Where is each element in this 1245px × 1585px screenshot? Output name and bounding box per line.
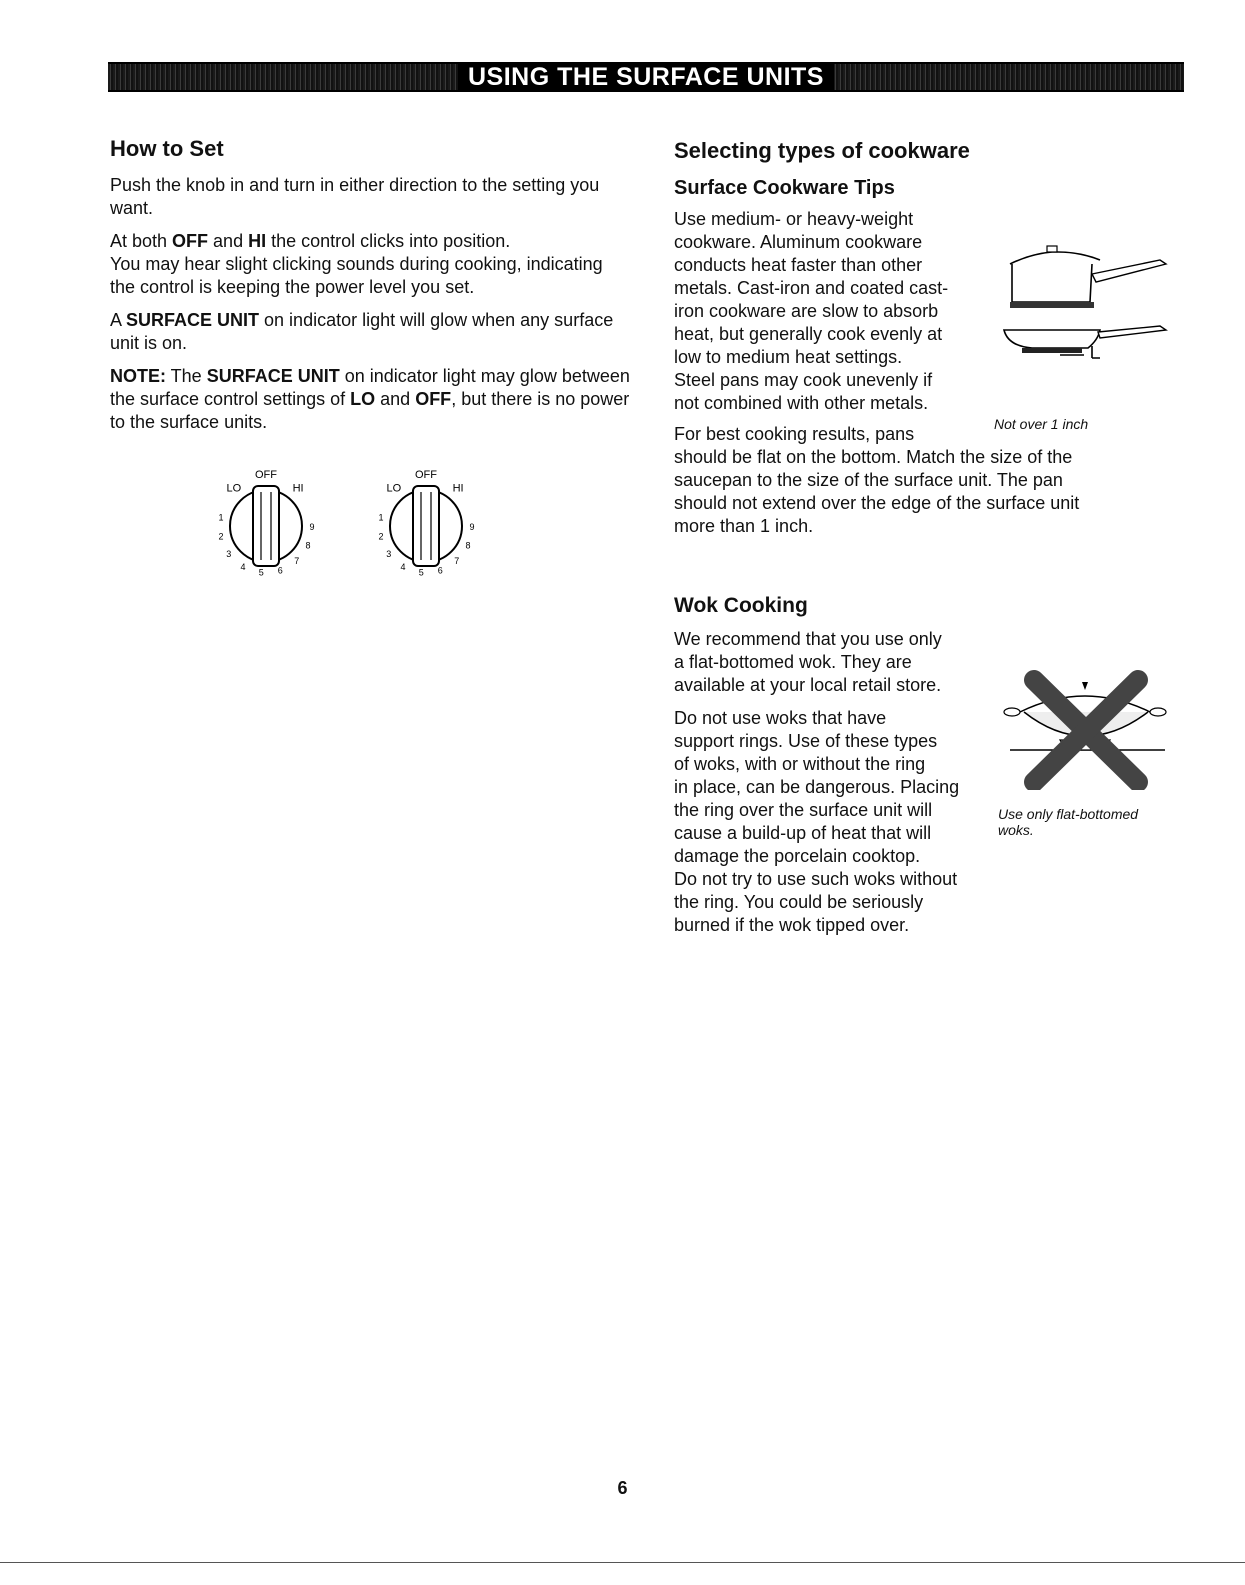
setting-8-label: 8 bbox=[305, 540, 311, 551]
setting-4-label: 4 bbox=[240, 561, 246, 572]
wok-heading: Wok Cooking bbox=[674, 594, 808, 617]
page-number: 6 bbox=[617, 1478, 628, 1498]
saucepan-illustration bbox=[1000, 230, 1176, 380]
wok-paragraph-1: We recommend that you use only a flat-bottomed wok. They are available at your local retail store. bbox=[674, 629, 942, 695]
cookware-tips-text: Use medium- or heavy-weight cookware. Aluminum cookware conducts heat faster than other metals. Cast-iron and coated cast- iron cookware are slow to absorb heat, but generally cook evenly at low to medium heat settings. Steel pans may cook unevenly if not combined with other metals. bbox=[674, 209, 949, 413]
setting-7-label: 7 bbox=[294, 556, 300, 567]
setting-9-label: 9 bbox=[469, 522, 475, 532]
how-to-set-section bbox=[110, 136, 630, 444]
banner-title: USING THE SURFACE UNITS bbox=[458, 63, 834, 91]
section-banner bbox=[108, 62, 1184, 92]
off-label: OFF bbox=[255, 469, 277, 481]
setting-1-label: 1 bbox=[218, 512, 224, 523]
setting-6-label: 6 bbox=[437, 565, 443, 576]
wok-illustration bbox=[1000, 660, 1170, 790]
setting-8-label: 8 bbox=[465, 540, 471, 551]
control-knob-2 bbox=[378, 469, 474, 578]
how-to-set-paragraph-2b: You may hear slight clicking sounds during cooking, indicating the control is keeping the power level you set. bbox=[110, 254, 603, 297]
how-to-set-heading: How to Set bbox=[110, 136, 224, 161]
hi-label: HI bbox=[452, 482, 464, 495]
setting-5-label: 5 bbox=[258, 567, 264, 578]
wok-caption: Use only flat-bottomed woks. bbox=[998, 806, 1139, 838]
control-knob-1 bbox=[218, 469, 314, 578]
setting-9-label: 9 bbox=[309, 522, 315, 532]
setting-7-label: 7 bbox=[454, 556, 460, 567]
setting-2-label: 2 bbox=[378, 531, 384, 542]
how-to-set-paragraph-3: A SURFACE UNIT on indicator light will glow when any surface unit is on. bbox=[110, 310, 614, 353]
lo-label: LO bbox=[226, 482, 242, 495]
setting-3-label: 3 bbox=[386, 549, 392, 559]
setting-1-label: 1 bbox=[378, 512, 384, 523]
cookware-caption: Not over 1 inch bbox=[994, 416, 1089, 432]
how-to-set-paragraph-1: Push the knob in and turn in either direction to the setting you want. bbox=[110, 175, 600, 218]
setting-2-label: 2 bbox=[218, 531, 224, 542]
cookware-heading: Selecting types of cookware bbox=[674, 138, 970, 163]
how-to-set-note: NOTE: The SURFACE UNIT on indicator light may glow between the surface control settings of LO and OFF, but there is no power to the surface units. bbox=[110, 366, 630, 432]
cookware-section bbox=[674, 138, 1174, 548]
setting-4-label: 4 bbox=[400, 561, 406, 572]
cookware-subheading: Surface Cookware Tips bbox=[674, 177, 895, 199]
setting-3-label: 3 bbox=[226, 549, 232, 559]
cookware-best-results: For best cooking results, pans should be flat on the bottom. Match the size of the saucepan to the size of the surface unit. The pan should not extend over the edge of the surface unit more than 1 inch. bbox=[674, 424, 1080, 536]
control-knobs-illustration bbox=[196, 464, 516, 604]
off-label: OFF bbox=[415, 469, 437, 481]
bottom-rule bbox=[0, 1562, 1245, 1563]
how-to-set-paragraph-2: At both OFF and HI the control clicks into position. bbox=[110, 231, 511, 251]
hi-label: HI bbox=[292, 482, 304, 495]
wok-section bbox=[674, 594, 1174, 947]
wok-paragraph-2: Do not use woks that have support rings. Use of these types of woks, with or without the ring in place, can be dangerous. Placing the ring over the surface unit will cause a build-up of heat that will damage the porcelain cooktop. Do not try to use such woks without the ring. You could be seriously burned if the wok tipped over. bbox=[674, 708, 960, 935]
setting-5-label: 5 bbox=[418, 567, 424, 578]
lo-label: LO bbox=[386, 482, 402, 495]
setting-6-label: 6 bbox=[277, 565, 283, 576]
